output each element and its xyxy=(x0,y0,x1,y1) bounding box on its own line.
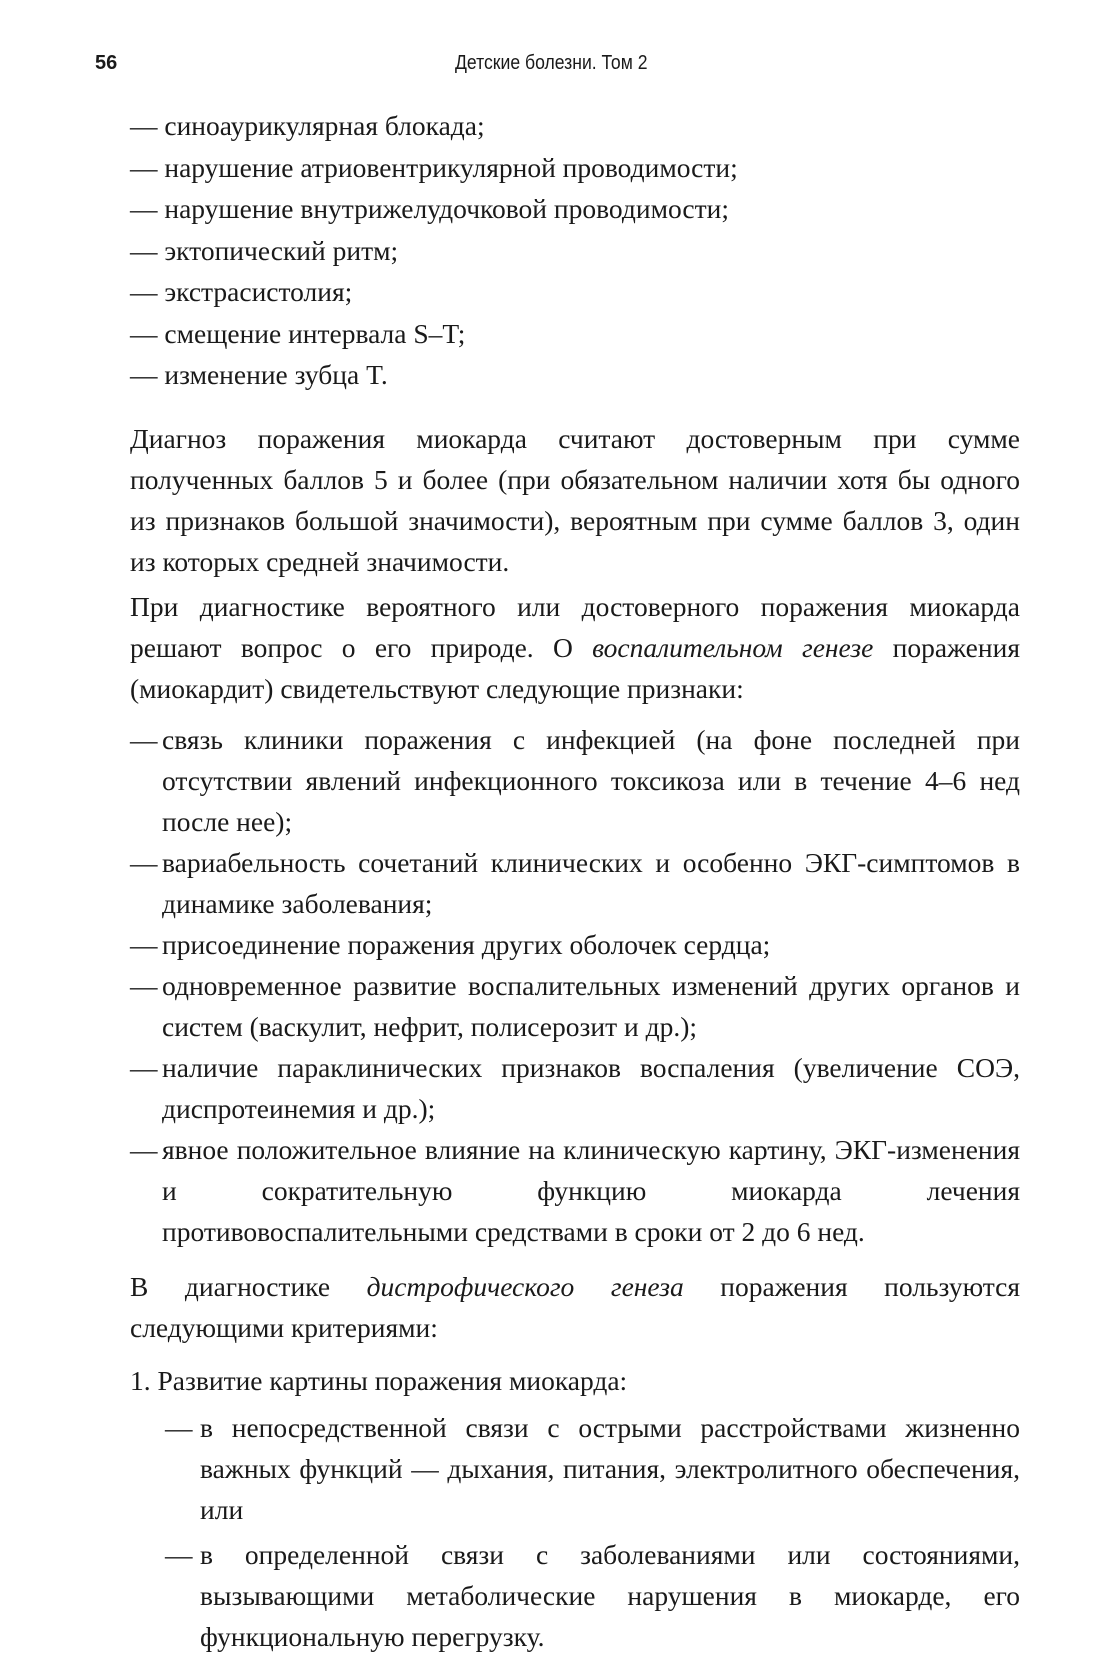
numbered-item: 1. Развитие картины поражения миокарда: xyxy=(130,1364,628,1396)
list-item: — присоединение поражения других оболочек сердца; xyxy=(130,928,771,960)
page-content xyxy=(130,105,1020,1657)
list-item: — связь клиники поражения с инфекцией (на фоне последней при отсутствии явлений инфекционного токсикоза или в течение 4–6 нед после нее); xyxy=(130,723,1020,837)
paragraph-diagnosis: Диагноз поражения миокарда считают достоверным при сумме полученных баллов 5 и более (при обязательном наличии хотя бы одного из признаков большой значимости), вероятным при сумме баллов 3, один из которых средней значимости. xyxy=(130,422,1020,577)
ecg-signs-list xyxy=(130,105,1020,396)
list-item: — нарушение атриовентрикулярной проводимости; xyxy=(130,151,738,183)
list-item: — смещение интервала S–T; xyxy=(130,317,466,349)
list-item: — эктопический ритм; xyxy=(130,234,399,266)
running-title: Детские болезни. Том 2 xyxy=(455,52,648,74)
list-item: — синоаурикулярная блокада; xyxy=(130,110,485,141)
list-item: — изменение зубца T. xyxy=(130,359,388,390)
list-item: — в непосредственной связи с острыми расстройствами жизненно важных функций — дыхания, питания, электролитного обеспечения, или xyxy=(165,1411,1020,1525)
paragraph-nature: При диагностике вероятного или достоверного поражения миокарда решают вопрос о его природе. О воспалительном генезе поражения (миокардит) свидетельствуют следующие признаки: xyxy=(130,590,1020,704)
page-header xyxy=(95,52,1020,84)
list-item: — вариабельность сочетаний клинических и особенно ЭКГ-симптомов в динамике заболевания; xyxy=(130,846,1020,919)
list-item: — наличие параклинических признаков воспаления (увеличение СОЭ, диспротеинемия и др.); xyxy=(130,1051,1020,1124)
paragraph-dystrophic: В диагностике дистрофического генеза поражения пользуются следующими критериями: xyxy=(130,1270,1020,1343)
list-item: — одновременное развитие воспалительных изменений других органов и систем (васкулит, нефрит, полисерозит и др.); xyxy=(130,969,1020,1042)
emphasis-text: дистрофического генеза xyxy=(366,1270,684,1302)
emphasis-text: воспалительном генезе xyxy=(592,631,874,663)
list-item: — явное положительное влияние на клиническую картину, ЭКГ-изменения и сократительную функцию миокарда лечения противовоспалительными средствами в сроки от 2 до 6 нед. xyxy=(130,1133,1020,1247)
list-item: — в определенной связи с заболеваниями или состояниями, вызывающими метаболические нарушения в миокарде, его функциональную перегрузку. xyxy=(165,1538,1020,1652)
page-number: 56 xyxy=(95,52,118,74)
list-item: — нарушение внутрижелудочковой проводимости; xyxy=(130,193,729,224)
criteria-sub-list xyxy=(165,1407,1020,1657)
criteria-numbered-list xyxy=(130,1360,1020,1657)
list-item: — экстрасистолия; xyxy=(130,276,353,307)
inflammatory-signs-list xyxy=(130,719,1020,1252)
